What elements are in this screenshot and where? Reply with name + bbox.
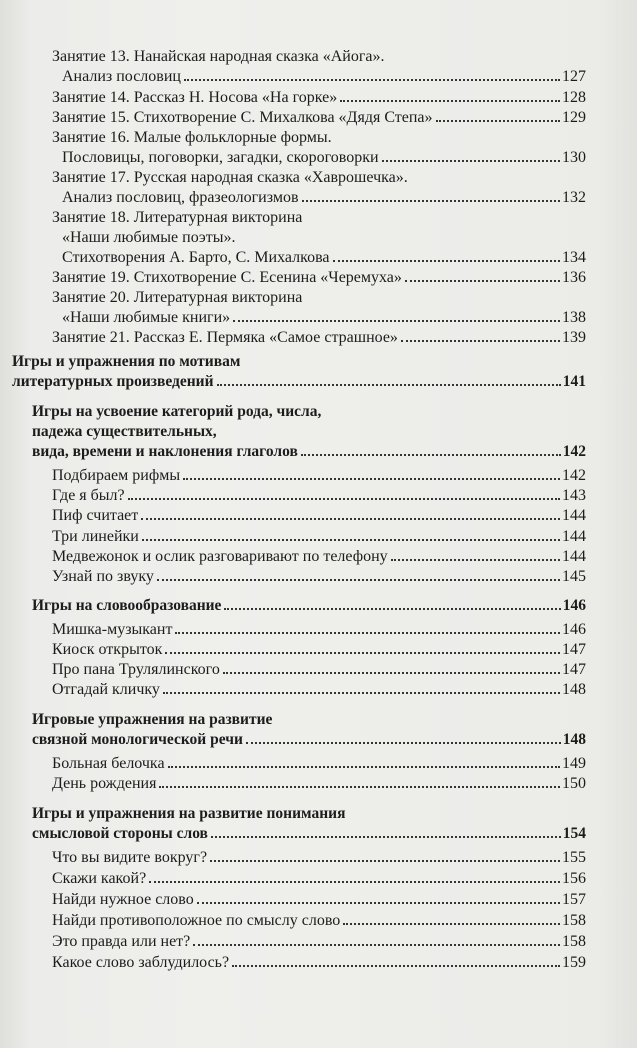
toc-entry <box>52 848 586 868</box>
toc-page-number: 155 <box>562 849 586 866</box>
toc-page-number: 158 <box>562 912 586 929</box>
dot-leader <box>223 672 560 674</box>
dot-leader <box>128 498 560 500</box>
group-heading-entry <box>32 730 586 750</box>
toc-page-number: 147 <box>562 641 586 658</box>
toc-entry-lesson-16: Занятие 16. Малые фольклорные формы. <box>52 129 332 146</box>
dot-leader <box>168 766 560 768</box>
toc-entry-title: Три линейки <box>52 528 139 545</box>
toc-entry-title: Найди нужное слово <box>52 891 194 908</box>
dot-leader <box>211 836 561 838</box>
dot-leader <box>224 608 560 610</box>
toc-page-number: 150 <box>562 775 586 792</box>
group-heading: Игры и упражнения на развитие понимания <box>32 805 346 822</box>
toc-entry-title: Это правда или нет? <box>52 933 191 950</box>
toc-entry-title: Анализ пословиц, фразеологизмов <box>62 189 299 206</box>
toc-page-number: 145 <box>562 568 586 585</box>
toc-page-number: 130 <box>562 149 586 166</box>
toc-entry <box>62 148 586 168</box>
group-heading: Игровые упражнения на развитие <box>32 711 273 728</box>
toc-entry <box>52 268 586 288</box>
toc-entry <box>52 932 586 952</box>
toc-page-number: 132 <box>562 189 586 206</box>
toc-entry <box>52 466 586 486</box>
dot-leader <box>333 260 560 262</box>
toc-page-number: 139 <box>562 329 586 346</box>
toc-entry <box>52 640 586 660</box>
toc-page-number: 148 <box>562 681 586 698</box>
dot-leader <box>157 579 560 581</box>
toc-entry-title: «Наши любимые книги» <box>62 309 231 326</box>
dot-leader <box>163 692 560 694</box>
toc-page-number: 142 <box>562 443 586 460</box>
group-heading-title: связной монологической речи <box>32 731 243 748</box>
toc-entry-title: Подбираем рифмы <box>52 467 181 484</box>
group-heading-title: вида, времени и наклонения глаголов <box>32 443 298 460</box>
toc-entry <box>62 188 586 208</box>
dot-leader <box>217 384 561 386</box>
dot-leader <box>165 652 560 654</box>
toc-entry <box>62 67 586 87</box>
toc-entry-title: Занятие 15. Стихотворение С. Михалкова «Дядя Степа» <box>52 109 433 126</box>
toc-entry-title: Где я был? <box>52 487 125 504</box>
toc-page-number: 127 <box>562 68 586 85</box>
toc-page-number: 154 <box>562 825 586 842</box>
toc-entry-lesson-13: Занятие 13. Нанайская народная сказка «Айога». <box>52 48 385 65</box>
toc-entry <box>52 754 586 774</box>
toc-entry-title: Какое слово заблудилось? <box>52 954 230 971</box>
toc-entry <box>52 869 586 889</box>
toc-entry-title: Киоск открыток <box>52 641 163 658</box>
toc-entry-title: День рождения <box>52 775 157 792</box>
dot-leader <box>193 944 560 946</box>
toc-entry <box>52 911 586 931</box>
group-heading-title: смысловой стороны слов <box>32 825 208 842</box>
toc-page-number: 144 <box>562 548 586 565</box>
toc-entry <box>52 953 586 973</box>
group-heading-entry <box>32 824 586 844</box>
dot-leader <box>142 539 560 541</box>
toc-entry-title: Про пана Трулялинского <box>52 661 220 678</box>
dot-leader <box>183 478 560 480</box>
toc-entry <box>52 890 586 910</box>
toc-entry-title: Пословицы, поговорки, загадки, скороговорки <box>62 149 379 166</box>
toc-entry <box>52 774 586 794</box>
toc-page-number: 158 <box>562 933 586 950</box>
group-heading: Игры на усвоение категорий рода, числа, <box>32 403 322 420</box>
toc-page-number: 141 <box>562 373 586 390</box>
dot-leader <box>175 632 560 634</box>
toc-page-number: 134 <box>562 249 586 266</box>
section-heading-title: литературных произведений <box>12 373 214 390</box>
toc-entry <box>52 108 586 128</box>
toc-entry-title: Анализ пословиц <box>62 68 181 85</box>
toc-entry-lesson-17: Занятие 17. Русская народная сказка «Хаврошечка». <box>52 169 408 186</box>
toc-entry-title: Медвежонок и ослик разговаривают по телефону <box>52 548 388 565</box>
toc-entry-title: Пиф считает <box>52 507 139 524</box>
toc-entry <box>52 547 586 567</box>
toc-page-number: 138 <box>562 309 586 326</box>
dot-leader <box>233 320 560 322</box>
toc-page-number: 128 <box>562 89 586 106</box>
toc-entry-title: Мишка-музыкант <box>52 621 173 638</box>
toc-entry <box>52 328 586 348</box>
toc-page-number: 147 <box>562 661 586 678</box>
toc-entry-quiz-title: «Наши любимые поэты». <box>62 229 236 246</box>
toc-page-number: 148 <box>562 731 586 748</box>
dot-leader <box>301 454 561 456</box>
toc-entry-title: Узнай по звуку <box>52 568 154 585</box>
toc-page-number: 142 <box>562 467 586 484</box>
toc-entry-title: Скажи какой? <box>52 870 147 887</box>
dot-leader <box>197 902 560 904</box>
toc-entry-lesson-20: Занятие 20. Литературная викторина <box>52 289 303 306</box>
section-heading-entry <box>12 372 586 392</box>
toc-page-number: 156 <box>562 870 586 887</box>
toc-entry <box>62 308 586 328</box>
dot-leader <box>391 559 560 561</box>
group-heading-entry <box>32 442 586 462</box>
dot-leader <box>149 881 560 883</box>
dot-leader <box>401 340 560 342</box>
toc-page-number: 136 <box>562 269 586 286</box>
toc-page-number: 144 <box>562 528 586 545</box>
dot-leader <box>246 742 561 744</box>
toc-page-number: 143 <box>562 487 586 504</box>
toc-page-number: 129 <box>562 109 586 126</box>
toc-entry <box>52 88 586 108</box>
toc-entry-title: Найди противоположное по смыслу слово <box>52 912 341 929</box>
toc-page-number: 159 <box>562 954 586 971</box>
toc-page-number: 146 <box>562 597 586 614</box>
section-heading: Игры и упражнения по мотивам <box>12 353 241 370</box>
toc-page-number: 149 <box>562 755 586 772</box>
toc-page-number: 157 <box>562 891 586 908</box>
toc-page-number: 146 <box>562 621 586 638</box>
toc-entry-title: Что вы видите вокруг? <box>52 849 208 866</box>
dot-leader <box>302 200 560 202</box>
group-heading-entry <box>32 596 586 616</box>
dot-leader <box>340 100 560 102</box>
toc-entry-lesson-18: Занятие 18. Литературная викторина <box>52 209 303 226</box>
dot-leader <box>232 965 560 967</box>
dot-leader <box>159 786 560 788</box>
dot-leader <box>405 280 560 282</box>
toc-entry-title: Больная белочка <box>52 755 165 772</box>
toc-entry-title: Стихотворения А. Барто, С. Михалкова <box>62 249 330 266</box>
toc-entry <box>52 486 586 506</box>
toc-entry-title: Занятие 14. Рассказ Н. Носова «На горке» <box>52 89 338 106</box>
toc-entry <box>52 620 586 640</box>
dot-leader <box>210 860 560 862</box>
group-heading: падежа существительных, <box>32 423 217 440</box>
toc-entry-title: Занятие 21. Рассказ Е. Пермяка «Самое страшное» <box>52 329 398 346</box>
toc-entry <box>52 567 586 587</box>
dot-leader <box>382 160 560 162</box>
toc-entry <box>52 506 586 526</box>
dot-leader <box>343 923 560 925</box>
toc-entry-title: Отгадай кличку <box>52 681 160 698</box>
toc-entry-title: Занятие 19. Стихотворение С. Есенина «Черемуха» <box>52 269 402 286</box>
toc-entry <box>62 248 586 268</box>
toc-entry <box>52 660 586 680</box>
toc-entry <box>52 680 586 700</box>
dot-leader <box>184 79 560 81</box>
group-heading-title: Игры на словообразование <box>32 597 222 614</box>
toc-entry <box>52 527 586 547</box>
dot-leader <box>436 120 560 122</box>
toc-page-number: 144 <box>562 507 586 524</box>
dot-leader <box>141 518 560 520</box>
